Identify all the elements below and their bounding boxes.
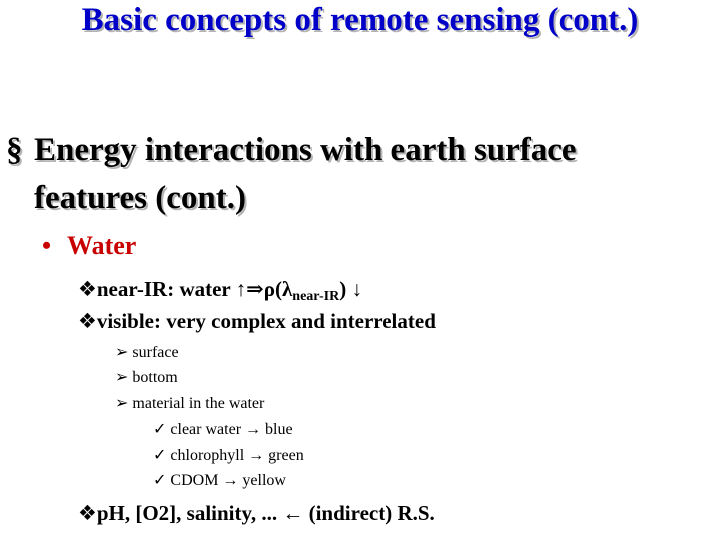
list-item: ✓ chlorophyll → green [153, 445, 304, 464]
list-item: ✓ clear water → blue [153, 419, 293, 438]
arrow-bullet-icon: ➢ [115, 367, 129, 386]
arrow-bullet-icon: ➢ [115, 342, 129, 361]
diamond-bullet-icon: ❖ [78, 277, 97, 301]
item-ph [78, 501, 435, 526]
item-visible-text: visible: very complex and interrelated [96, 309, 436, 333]
list-item: ➢ surface [115, 342, 179, 361]
check-icon: ✓ [153, 445, 167, 464]
diamond-bullet-icon: ❖ [78, 501, 97, 525]
item-near-ir-suffix: ) ↓ [339, 277, 362, 301]
arrow-bullet-icon: ➢ [115, 393, 129, 412]
item-near-ir-formula: ↑⇒ρ(λ [235, 277, 293, 301]
diamond-bullet-icon: ❖ [78, 309, 97, 333]
item-near-ir-prefix: near-IR: water [96, 277, 236, 301]
check-icon: ✓ [153, 419, 167, 438]
item-visible [78, 309, 436, 334]
list-item: ➢ material in the water [115, 393, 265, 412]
slide-title: Basic concepts of remote sensing (cont.) [81, 2, 639, 38]
item-ph-text: pH, [O2], salinity, ... ← (indirect) R.S. [96, 501, 435, 525]
heading-line-2: features (cont.) [34, 180, 246, 216]
list-item: ➢ bottom [115, 367, 178, 386]
sub-heading-water: Water [67, 231, 137, 260]
heading-bullet: § [6, 132, 23, 168]
item-near-ir-subscript: near-IR [292, 289, 340, 304]
sub-bullet: • [42, 231, 52, 260]
item-near-ir [78, 276, 362, 302]
list-item: ✓ CDOM → yellow [153, 470, 286, 489]
heading-line-1: Energy interactions with earth surface [34, 132, 577, 168]
check-icon: ✓ [153, 470, 167, 489]
